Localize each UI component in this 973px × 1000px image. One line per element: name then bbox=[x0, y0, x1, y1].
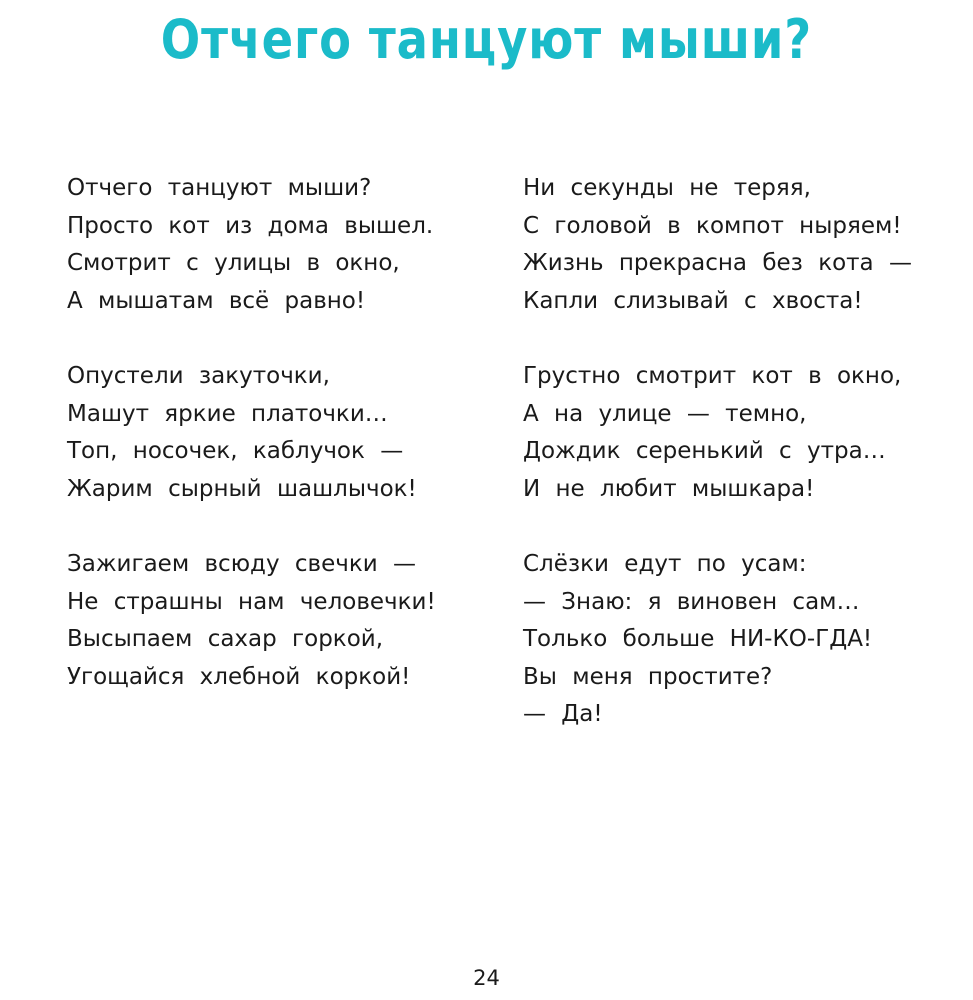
poem-line: С головой в компот ныряем! bbox=[523, 212, 902, 239]
page-number: 24 bbox=[473, 966, 500, 990]
poem-line: — Да! bbox=[523, 701, 603, 727]
stanza bbox=[67, 170, 487, 320]
poem-line: Зажигаем всюду свечки — bbox=[67, 551, 416, 577]
stanza bbox=[67, 546, 487, 696]
stanza bbox=[523, 546, 943, 734]
poem-line: Дождик серенький с утра… bbox=[523, 438, 886, 464]
poem-line: Отчего танцуют мыши? bbox=[67, 175, 372, 201]
poem-line: Ни секунды не теряя, bbox=[523, 175, 811, 201]
poem-line: И не любит мышкара! bbox=[523, 475, 815, 502]
poem-line: А на улице — темно, bbox=[523, 400, 807, 427]
poem-line: Вы меня простите? bbox=[523, 663, 773, 690]
poem-line: — Знаю: я виновен сам… bbox=[523, 588, 860, 615]
poem-line: Слёзки едут по усам: bbox=[523, 551, 807, 577]
poem-column-left bbox=[67, 170, 487, 734]
poem-line: Высыпаем сахар горкой, bbox=[67, 626, 384, 652]
poem-line: А мышатам всё равно! bbox=[67, 287, 366, 314]
poem-line: Грустно смотрит кот в окно, bbox=[523, 363, 902, 389]
poem-line: Угощайся хлебной коркой! bbox=[67, 663, 411, 690]
poem-line: Машут яркие платочки… bbox=[67, 400, 388, 427]
poem-line: Только больше НИ-КО-ГДА! bbox=[523, 626, 873, 652]
poem-line: Топ, носочек, каблучок — bbox=[67, 438, 404, 464]
poem-line: Жизнь прекрасна без кота — bbox=[523, 250, 912, 276]
poem-column-right bbox=[523, 170, 943, 772]
poem-line: Жарим сырный шашлычок! bbox=[67, 475, 417, 502]
stanza bbox=[523, 358, 943, 508]
poem-line: Просто кот из дома вышел. bbox=[67, 212, 434, 239]
poem-line: Смотрит с улицы в окно, bbox=[67, 250, 400, 276]
stanza bbox=[67, 358, 487, 508]
page-title: Отчего танцуют мыши? bbox=[160, 8, 813, 71]
poem-line: Капли слизывай с хвоста! bbox=[523, 287, 863, 314]
poem-line: Опустели закуточки, bbox=[67, 363, 330, 389]
poem-line: Не страшны нам человечки! bbox=[67, 588, 436, 615]
stanza bbox=[523, 170, 943, 320]
